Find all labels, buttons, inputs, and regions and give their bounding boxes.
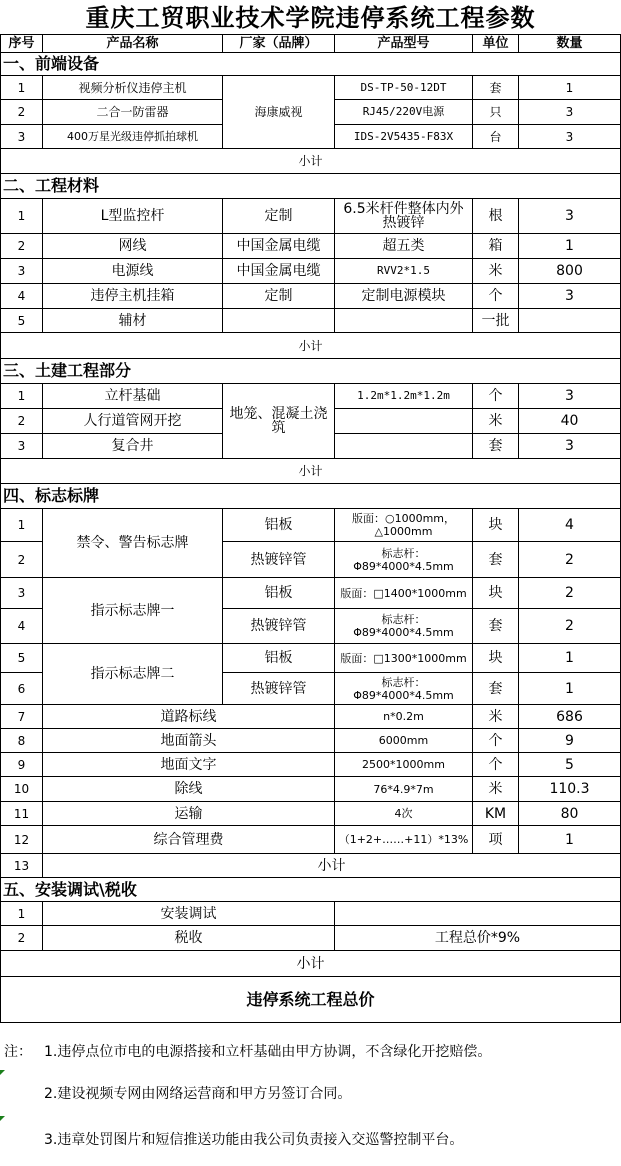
table-row	[1, 729, 621, 753]
brand-cell: 热镀锌管	[223, 542, 335, 578]
quantity-cell: 1	[519, 673, 621, 705]
model-cell	[335, 434, 473, 459]
section-header-row	[1, 878, 621, 902]
quantity-cell	[519, 309, 621, 333]
product-name: 税收	[43, 926, 335, 951]
note-cell	[335, 902, 621, 926]
model-cell	[335, 409, 473, 434]
model-cell: 76*4.9*7m	[335, 777, 473, 802]
product-name: 地面文字	[43, 753, 335, 777]
section-title: 二、工程材料	[1, 174, 335, 199]
row-number: 5	[1, 309, 43, 333]
unit-cell: 个	[473, 753, 519, 777]
quantity-cell: 3	[519, 284, 621, 309]
row-number: 2	[1, 542, 43, 578]
quantity-cell: 2	[519, 609, 621, 644]
row-number: 6	[1, 673, 43, 705]
row-number: 1	[1, 199, 43, 234]
section-header-row	[1, 174, 621, 199]
table-row	[1, 705, 621, 729]
product-name: 电源线	[43, 259, 223, 284]
unit-cell: 套	[473, 542, 519, 578]
row-number: 5	[1, 644, 43, 673]
row-number: 4	[1, 284, 43, 309]
quantity-cell: 3	[519, 125, 621, 149]
table-row	[1, 509, 621, 542]
model-cell: 1.2m*1.2m*1.2m	[335, 384, 473, 409]
table-row	[1, 753, 621, 777]
table-row	[1, 234, 621, 259]
subtotal-row	[1, 333, 621, 359]
unit-cell: 台	[473, 125, 519, 149]
note-cell: 工程总价*9%	[335, 926, 621, 951]
row-number: 2	[1, 926, 43, 951]
unit-cell: 根	[473, 199, 519, 234]
subtotal-row	[1, 854, 621, 878]
product-name: 复合井	[43, 434, 223, 459]
note-text: 3.违章处罚图片和短信推送功能由我公司负责接入交巡警控制平台。	[44, 1132, 464, 1148]
section-title: 一、前端设备	[1, 53, 335, 76]
table-row	[1, 902, 621, 926]
row-number: 8	[1, 729, 43, 753]
brand-cell: 铝板	[223, 644, 335, 673]
row-number: 13	[1, 854, 43, 878]
quantity-cell: 110.3	[519, 777, 621, 802]
column-header: 产品型号	[335, 35, 473, 53]
quantity-cell: 1	[519, 234, 621, 259]
product-name: 人行道管网开挖	[43, 409, 223, 434]
unit-cell: 米	[473, 705, 519, 729]
note-text: 2.建设视频专网由网络运营商和甲方另签订合同。	[44, 1086, 352, 1102]
unit-cell: 米	[473, 259, 519, 284]
model-cell: 版面：○1000mm，△1000mm	[335, 509, 473, 542]
quantity-cell: 3	[519, 384, 621, 409]
model-cell: 定制电源模块	[335, 284, 473, 309]
quantity-cell: 40	[519, 409, 621, 434]
row-number: 3	[1, 125, 43, 149]
unit-cell: 个	[473, 729, 519, 753]
unit-cell: 套	[473, 673, 519, 705]
product-name: 违停主机挂箱	[43, 284, 223, 309]
table-row	[1, 802, 621, 826]
product-name: 指示标志牌二	[43, 644, 223, 705]
product-name: 禁令、警告标志牌	[43, 509, 223, 578]
model-cell	[335, 309, 473, 333]
product-name: 立杆基础	[43, 384, 223, 409]
product-name: L型监控杆	[43, 199, 223, 234]
column-header: 厂家（品牌）	[223, 35, 335, 53]
row-number: 3	[1, 259, 43, 284]
brand-cell: 定制	[223, 284, 335, 309]
row-number: 9	[1, 753, 43, 777]
table-row	[1, 199, 621, 234]
quantity-cell: 800	[519, 259, 621, 284]
column-header: 单位	[473, 35, 519, 53]
model-cell: 版面：□1300*1000mm	[335, 644, 473, 673]
quantity-cell: 3	[519, 434, 621, 459]
model-cell: 2500*1000mm	[335, 753, 473, 777]
row-number: 4	[1, 609, 43, 644]
product-name: 运输	[43, 802, 335, 826]
table-row	[1, 644, 621, 673]
model-cell: n*0.2m	[335, 705, 473, 729]
brand-cell: 中国金属电缆	[223, 234, 335, 259]
note-item	[0, 1074, 621, 1114]
product-name: 安装调试	[43, 902, 335, 926]
row-number: 11	[1, 802, 43, 826]
product-name: 道路标线	[43, 705, 335, 729]
row-number: 1	[1, 902, 43, 926]
section-header-row	[1, 53, 621, 76]
section-header-row	[1, 359, 621, 384]
product-name: 辅材	[43, 309, 223, 333]
brand-cell: 地笼、混凝土浇筑	[223, 384, 335, 459]
product-name: 地面箭头	[43, 729, 335, 753]
note-text: 1.违停点位市电的电源搭接和立杆基础由甲方协调，不含绿化开挖赔偿。	[44, 1044, 492, 1060]
unit-cell: 箱	[473, 234, 519, 259]
table-row	[1, 777, 621, 802]
model-cell: 版面：□1400*1000mm	[335, 578, 473, 609]
row-number: 3	[1, 578, 43, 609]
model-cell: 标志杆：Φ89*4000*4.5mm	[335, 673, 473, 705]
model-cell: 6000mm	[335, 729, 473, 753]
quantity-cell: 5	[519, 753, 621, 777]
quantity-cell: 1	[519, 76, 621, 100]
section-title: 四、标志标牌	[1, 484, 335, 509]
table-header-row	[1, 35, 621, 53]
unit-cell: KM	[473, 802, 519, 826]
unit-cell: 只	[473, 100, 519, 125]
unit-cell: 项	[473, 826, 519, 854]
model-cell: 6.5米杆件整体内外热镀锌	[335, 199, 473, 234]
brand-cell: 铝板	[223, 509, 335, 542]
quantity-cell: 4	[519, 509, 621, 542]
brand-cell: 铝板	[223, 578, 335, 609]
subtotal-label: 小计	[1, 951, 621, 977]
quantity-cell: 80	[519, 802, 621, 826]
product-name: 除线	[43, 777, 335, 802]
brand-cell: 中国金属电缆	[223, 259, 335, 284]
grand-total-label: 违停系统工程总价	[1, 977, 621, 1023]
product-name: 400万星光级违停抓拍球机	[43, 125, 223, 149]
subtotal-row	[1, 459, 621, 484]
quantity-cell: 3	[519, 199, 621, 234]
model-cell: 标志杆：Φ89*4000*4.5mm	[335, 609, 473, 644]
product-name: 视频分析仪违停主机	[43, 76, 223, 100]
product-name: 综合管理费	[43, 826, 335, 854]
column-header: 数量	[519, 35, 621, 53]
subtotal-row	[1, 149, 621, 174]
quantity-cell: 2	[519, 542, 621, 578]
table-row	[1, 926, 621, 951]
row-number: 2	[1, 409, 43, 434]
unit-cell: 块	[473, 644, 519, 673]
column-header: 产品名称	[43, 35, 223, 53]
parameter-table	[0, 34, 621, 1023]
quantity-cell: 1	[519, 826, 621, 854]
unit-cell: 套	[473, 434, 519, 459]
model-cell: IDS-2V5435-F83X	[335, 125, 473, 149]
table-row	[1, 826, 621, 854]
quantity-cell: 686	[519, 705, 621, 729]
unit-cell: 一批	[473, 309, 519, 333]
brand-cell: 热镀锌管	[223, 609, 335, 644]
subtotal-label: 小计	[1, 459, 621, 484]
row-number: 1	[1, 384, 43, 409]
table-row	[1, 76, 621, 100]
subtotal-label: 小计	[43, 854, 621, 878]
model-cell: RJ45/220V电源	[335, 100, 473, 125]
section-spacer	[335, 359, 621, 384]
table-row	[1, 578, 621, 609]
table-row	[1, 284, 621, 309]
section-spacer	[335, 53, 621, 76]
model-cell: （1+2+……+11）*13%	[335, 826, 473, 854]
row-number: 3	[1, 434, 43, 459]
quantity-cell: 1	[519, 644, 621, 673]
unit-cell: 个	[473, 284, 519, 309]
note-item	[0, 1120, 621, 1160]
table-row	[1, 384, 621, 409]
subtotal-label: 小计	[1, 333, 621, 359]
quantity-cell: 9	[519, 729, 621, 753]
table-row	[1, 259, 621, 284]
unit-cell: 个	[473, 384, 519, 409]
column-header: 序号	[1, 35, 43, 53]
quantity-cell: 2	[519, 578, 621, 609]
section-spacer	[335, 878, 621, 902]
row-number: 10	[1, 777, 43, 802]
note-item	[0, 1032, 621, 1072]
product-name: 网线	[43, 234, 223, 259]
unit-cell: 套	[473, 76, 519, 100]
section-title: 三、土建工程部分	[1, 359, 335, 384]
table-row	[1, 309, 621, 333]
brand-cell: 定制	[223, 199, 335, 234]
row-number: 1	[1, 509, 43, 542]
section-spacer	[335, 484, 621, 509]
grand-total-row	[1, 977, 621, 1023]
quantity-cell: 3	[519, 100, 621, 125]
brand-cell	[223, 309, 335, 333]
model-cell: 标志杆：Φ89*4000*4.5mm	[335, 542, 473, 578]
brand-cell: 热镀锌管	[223, 673, 335, 705]
section-header-row	[1, 484, 621, 509]
model-cell: RVV2*1.5	[335, 259, 473, 284]
unit-cell: 米	[473, 777, 519, 802]
section-spacer	[335, 174, 621, 199]
unit-cell: 米	[473, 409, 519, 434]
subtotal-label: 小计	[1, 149, 621, 174]
row-number: 12	[1, 826, 43, 854]
model-cell: 4次	[335, 802, 473, 826]
model-cell: 超五类	[335, 234, 473, 259]
section-title: 五、安装调试\税收	[1, 878, 335, 902]
product-name: 指示标志牌一	[43, 578, 223, 644]
subtotal-row	[1, 951, 621, 977]
unit-cell: 块	[473, 509, 519, 542]
row-number: 2	[1, 234, 43, 259]
unit-cell: 套	[473, 609, 519, 644]
row-number: 1	[1, 76, 43, 100]
unit-cell: 块	[473, 578, 519, 609]
page-title: 重庆工贸职业技术学院违停系统工程参数	[85, 4, 536, 32]
row-number: 2	[1, 100, 43, 125]
product-name: 二合一防雷器	[43, 100, 223, 125]
notes-label: 注：	[4, 1044, 32, 1060]
brand-cell: 海康威视	[223, 76, 335, 149]
row-number: 7	[1, 705, 43, 729]
model-cell: DS-TP-50-12DT	[335, 76, 473, 100]
